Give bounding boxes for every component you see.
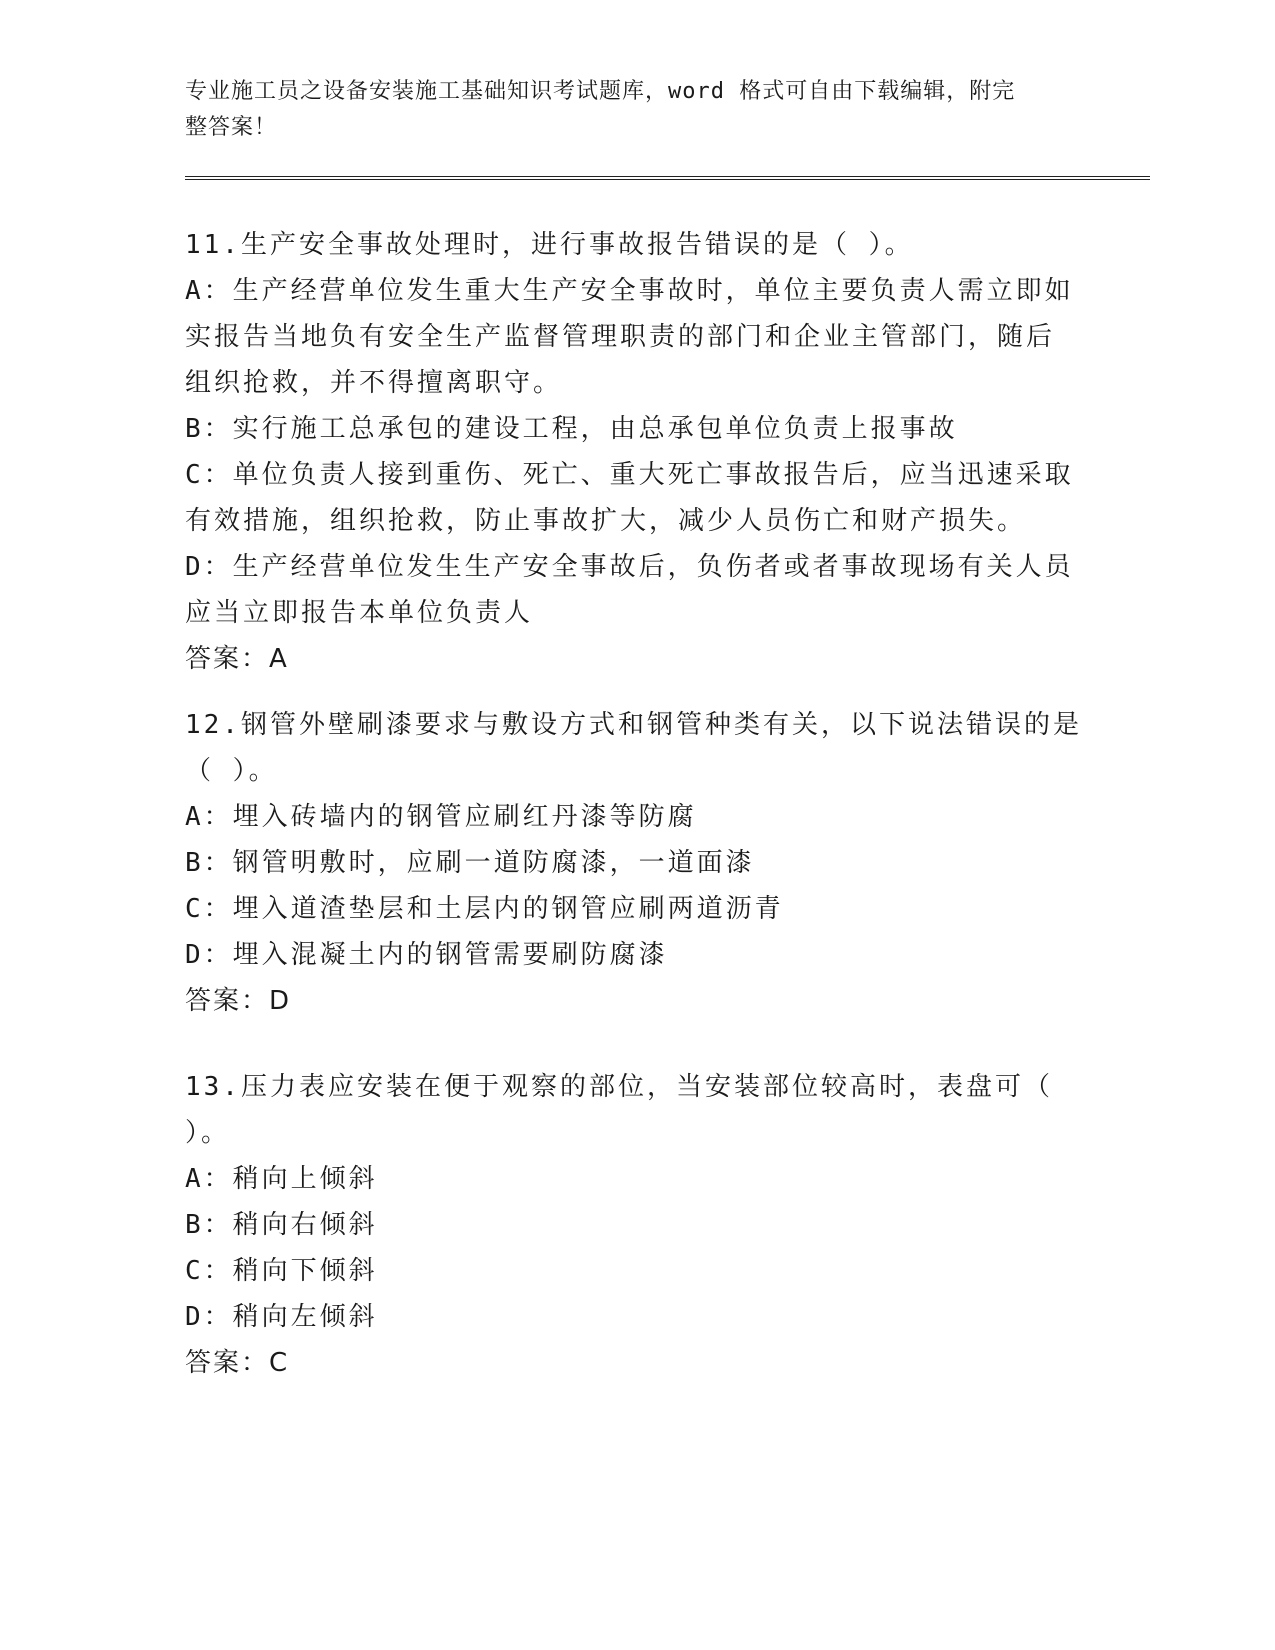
option-d-cont: 应当立即报告本单位负责人: [185, 598, 534, 628]
option-c-cont: 有效措施，组织抢救，防止事故扩大，减少人员伤亡和财产损失。: [185, 506, 1027, 536]
option-c: C：单位负责人接到重伤、死亡、重大死亡事故报告后，应当迅速采取: [185, 460, 1074, 490]
document-header: [185, 74, 1065, 146]
question-stem-cont: （ ）。: [185, 756, 278, 786]
question-stem-cont: ）。: [185, 1118, 231, 1148]
option-b: B：钢管明敷时，应刷一道防腐漆，一道面漆: [185, 848, 755, 878]
question-12: [185, 702, 1085, 1024]
answer: 答案：A: [185, 644, 289, 674]
option-d: D：埋入混凝土内的钢管需要刷防腐漆: [185, 940, 668, 970]
option-d: D：生产经营单位发生生产安全事故后，负伤者或者事故现场有关人员: [185, 552, 1074, 582]
option-a: A：稍向上倾斜: [185, 1164, 378, 1194]
header-divider: [185, 176, 1150, 180]
option-b: B：实行施工总承包的建设工程，由总承包单位负责上报事故: [185, 414, 958, 444]
question-11: [185, 222, 1085, 682]
option-d: D：稍向左倾斜: [185, 1302, 378, 1332]
answer: 答案：D: [185, 986, 292, 1016]
question-stem: 13.压力表应安装在便于观察的部位，当安装部位较高时，表盘可（: [185, 1072, 1053, 1102]
answer: 答案：C: [185, 1348, 290, 1378]
option-a: A：生产经营单位发生重大生产安全事故时，单位主要负责人需立即如: [185, 276, 1074, 306]
option-a: A：埋入砖墙内的钢管应刷红丹漆等防腐: [185, 802, 697, 832]
option-a-cont: 组织抢救，并不得擅离职守。: [185, 368, 563, 398]
header-line-2: 整答案！: [185, 115, 278, 140]
question-stem: 12.钢管外壁刷漆要求与敷设方式和钢管种类有关，以下说法错误的是: [185, 710, 1082, 740]
question-13: [185, 1064, 1085, 1386]
option-a-cont: 实报告当地负有安全生产监督管理职责的部门和企业主管部门，随后: [185, 322, 1056, 352]
question-stem: 11.生产安全事故处理时，进行事故报告错误的是（ ）。: [185, 230, 914, 260]
option-b: B：稍向右倾斜: [185, 1210, 378, 1240]
option-c: C：埋入道渣垫层和土层内的钢管应刷两道沥青: [185, 894, 784, 924]
option-c: C：稍向下倾斜: [185, 1256, 378, 1286]
header-line-1: 专业施工员之设备安装施工基础知识考试题库，word 格式可自由下载编辑，附完: [185, 79, 1016, 104]
